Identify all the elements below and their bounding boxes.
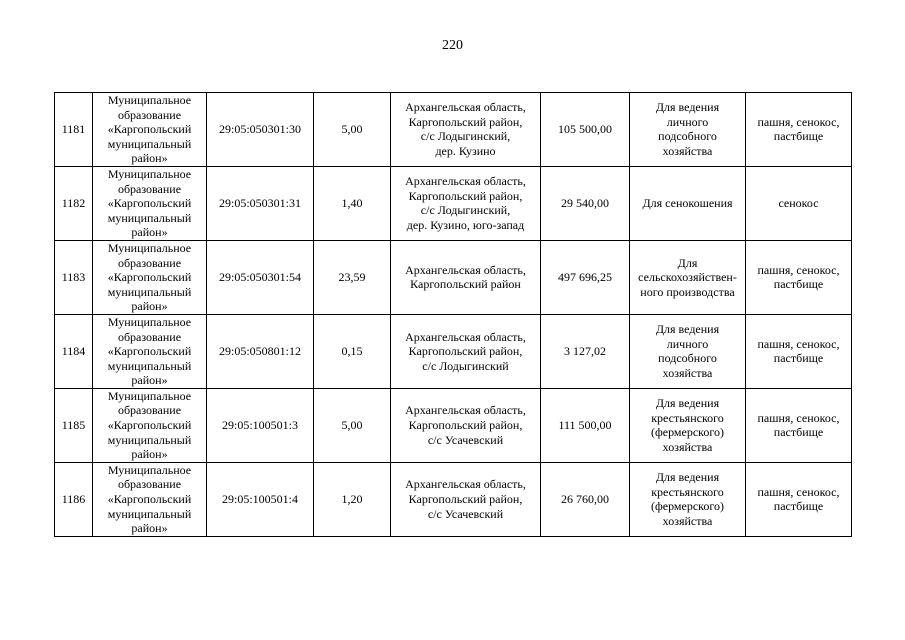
row-number-cell [55,314,93,388]
cadastral-value-cell-text: 29 540,00 [561,196,609,211]
area-cell [314,166,391,240]
row-number-cell-text: 1184 [61,344,86,359]
cadastral-number-cell [207,388,314,462]
page-number: 220 [442,38,463,53]
land-type-cell-text: пашня, сенокос, пастбище [757,336,840,366]
land-type-cell [746,462,852,536]
cadastral-number-cell-text: 29:05:050301:31 [218,196,301,211]
location-cell [391,388,541,462]
location-cell [391,240,541,314]
cadastral-value-cell [541,388,630,462]
permitted-use-cell [630,462,746,536]
row-number-cell [55,166,93,240]
area-cell [314,93,391,167]
area-cell-text: 0,15 [341,344,363,359]
table-row [55,93,852,167]
permitted-use-cell-text: Для ведения крестьянского (фермерского) хозяйства [650,396,724,454]
area-cell [314,462,391,536]
permitted-use-cell-text: Для ведения личного подсобного хозяйства [655,322,720,380]
owner-cell [93,388,207,462]
permitted-use-cell-text: Для ведения личного подсобного хозяйства [655,100,720,159]
cadastral-number-cell [207,314,314,388]
land-type-cell [746,388,852,462]
table-row [55,314,852,388]
cadastral-number-cell [207,462,314,536]
location-cell-text: Архангельская область, Каргопольский район, с/с Усачевский [405,477,526,521]
owner-cell [93,166,207,240]
owner-cell-text: Муниципальное образование «Каргопольский муниципальный район» [107,388,192,462]
row-number-cell-text: 1186 [61,492,86,507]
location-cell-text: Архангельская область, Каргопольский район [405,262,526,292]
cadastral-number-cell-text: 29:05:100501:4 [221,492,298,507]
owner-cell-text: Муниципальное образование «Каргопольский муниципальный район» [107,93,192,166]
cadastral-number-cell-text: 29:05:050301:30 [218,122,301,137]
row-number-cell-text: 1181 [61,122,86,137]
land-type-cell [746,166,852,240]
owner-cell [93,93,207,167]
permitted-use-cell-text: Для сенокошения [642,196,733,211]
area-cell [314,314,391,388]
permitted-use-cell [630,240,746,314]
area-cell [314,240,391,314]
land-type-cell [746,240,852,314]
cadastral-number-cell-text: 29:05:100501:3 [221,418,298,433]
row-number-cell-text: 1185 [61,418,86,433]
table-body [55,93,852,537]
cadastral-value-cell-text: 105 500,00 [558,122,612,137]
owner-cell-text: Муниципальное образование «Каргопольский муниципальный район» [107,166,192,240]
owner-cell [93,462,207,536]
land-type-cell-text: пашня, сенокос, пастбище [757,484,840,514]
area-cell [314,388,391,462]
permitted-use-cell [630,93,746,167]
cadastral-value-cell-text: 111 500,00 [558,418,612,433]
row-number-cell [55,388,93,462]
permitted-use-cell-text: Для сельскохозяйствен- ного производства [638,255,737,299]
cadastral-value-cell [541,93,630,167]
row-number-cell [55,93,93,167]
owner-cell-text: Муниципальное образование «Каргопольский муниципальный район» [107,314,192,388]
land-type-cell-text: пашня, сенокос, пастбище [757,262,840,292]
location-cell-text: Архангельская область, Каргопольский район, с/с Усачевский [405,403,526,447]
area-cell-text: 5,00 [341,418,363,433]
table-row [55,240,852,314]
area-cell-text: 5,00 [341,122,363,137]
permitted-use-cell-text: Для ведения крестьянского (фермерского) хозяйства [650,470,724,528]
area-cell-text: 1,20 [341,492,363,507]
location-cell-text: Архангельская область, Каргопольский район, с/с Лодыгинский [405,329,526,373]
row-number-cell [55,462,93,536]
cadastral-number-cell-text: 29:05:050801:12 [218,344,301,359]
owner-cell-text: Муниципальное образование «Каргопольский муниципальный район» [107,462,192,536]
row-number-cell-text: 1183 [61,270,86,285]
location-cell [391,462,541,536]
permitted-use-cell [630,388,746,462]
area-cell-text: 1,40 [341,196,363,211]
land-type-cell [746,93,852,167]
cadastral-value-cell [541,314,630,388]
land-type-cell-text: сенокос [778,196,819,211]
location-cell [391,166,541,240]
table-row [55,388,852,462]
cadastral-number-cell [207,93,314,167]
location-cell-text: Архангельская область, Каргопольский район, с/с Лодыгинский, дер. Кузино, юго-запад [405,174,526,233]
permitted-use-cell [630,314,746,388]
cadastral-number-cell [207,240,314,314]
cadastral-value-cell [541,166,630,240]
cadastral-value-cell-text: 497 696,25 [558,270,612,285]
owner-cell [93,314,207,388]
cadastral-value-cell-text: 26 760,00 [561,492,609,507]
row-number-cell-text: 1182 [61,196,86,211]
location-cell [391,93,541,167]
land-plots-table [54,92,852,537]
row-number-cell [55,240,93,314]
cadastral-value-cell-text: 3 127,02 [564,344,606,359]
table-row [55,166,852,240]
owner-cell-text: Муниципальное образование «Каргопольский муниципальный район» [107,240,192,314]
cadastral-number-cell [207,166,314,240]
area-cell-text: 23,59 [338,270,366,285]
land-type-cell-text: пашня, сенокос, пастбище [757,410,840,440]
land-type-cell [746,314,852,388]
cadastral-number-cell-text: 29:05:050301:54 [218,270,301,285]
cadastral-value-cell [541,462,630,536]
permitted-use-cell [630,166,746,240]
owner-cell [93,240,207,314]
location-cell-text: Архангельская область, Каргопольский район, с/с Лодыгинский, дер. Кузино [405,100,526,159]
land-type-cell-text: пашня, сенокос, пастбище [757,114,840,144]
table-row [55,462,852,536]
cadastral-value-cell [541,240,630,314]
location-cell [391,314,541,388]
